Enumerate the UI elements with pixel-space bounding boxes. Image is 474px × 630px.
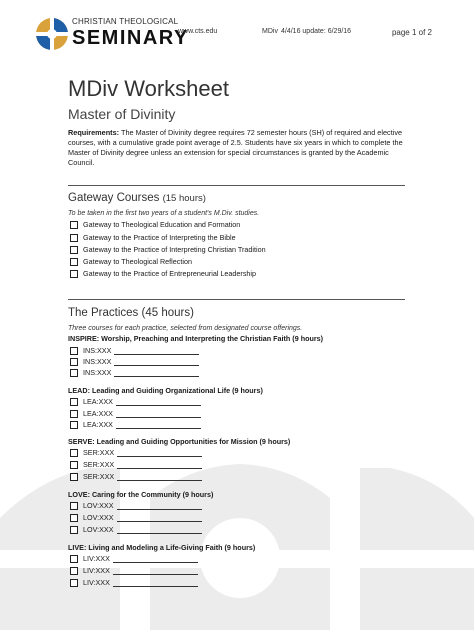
gateway-title: Gateway Courses [68, 192, 160, 204]
course-code: LEA:XXX [83, 420, 113, 429]
course-checkbox-item[interactable] [70, 244, 266, 255]
course-code: LEA:XXX [83, 409, 113, 418]
course-code: INS:XXX [83, 346, 112, 355]
checkbox[interactable] [70, 526, 78, 534]
brand-large-text: SEMINARY [72, 27, 189, 49]
doc-code: MDiv [262, 28, 278, 35]
practice-course-item[interactable] [70, 524, 202, 535]
course-label: Gateway to the Practice of Interpreting Christian Tradition [83, 245, 266, 254]
course-checkbox-item[interactable] [70, 219, 240, 230]
course-code: LIV:XXX [83, 554, 110, 563]
checkbox[interactable] [70, 258, 78, 266]
checkbox[interactable] [70, 221, 78, 229]
website-url[interactable]: www.cts.edu [178, 28, 218, 35]
checkbox[interactable] [70, 347, 78, 355]
checkbox[interactable] [70, 234, 78, 242]
course-code: LEA:XXX [83, 397, 113, 406]
course-entry-line[interactable] [117, 526, 202, 534]
course-code: LOV:XXX [83, 525, 114, 534]
practice-course-item[interactable] [70, 345, 199, 356]
doc-dates: 4/4/16 update: 6/29/16 [281, 28, 352, 35]
practice-course-item[interactable] [70, 447, 202, 458]
checkbox[interactable] [70, 421, 78, 429]
requirements-text: The Master of Divinity degree requires 72 semester hours (SH) of required and elective courses, with a cumulative grade point average of 2.5. Students have six years in which to complete the Master of Divinity degree unless an extension for special circumstances is granted by the Academic Council. [68, 128, 403, 167]
checkbox[interactable] [70, 358, 78, 366]
course-entry-line[interactable] [117, 473, 202, 481]
gateway-note: To be taken in the first two years of a student's M.Div. studies. [68, 210, 260, 217]
course-entry-line[interactable] [116, 410, 201, 418]
course-entry-line[interactable] [117, 514, 202, 522]
section-divider [68, 299, 405, 300]
course-entry-line[interactable] [117, 461, 202, 469]
checkbox[interactable] [70, 567, 78, 575]
practice-course-item[interactable] [70, 459, 202, 470]
practice-course-item[interactable] [70, 356, 199, 367]
gateway-section-title [68, 192, 206, 204]
checkbox[interactable] [70, 473, 78, 481]
practice-course-item[interactable] [70, 565, 198, 576]
course-code: LIV:XXX [83, 566, 110, 575]
checkbox[interactable] [70, 410, 78, 418]
page-number: page 1 of 2 [391, 28, 432, 37]
practice-course-item[interactable] [70, 367, 199, 378]
practice-course-item[interactable] [70, 396, 201, 407]
checkbox[interactable] [70, 449, 78, 457]
practice-group-heading: LOVE: Caring for the Community (9 hours) [68, 490, 214, 499]
gateway-hours: (15 hours) [162, 193, 206, 204]
course-checkbox-item[interactable] [70, 256, 192, 267]
practice-course-item[interactable] [70, 408, 201, 419]
course-entry-line[interactable] [117, 502, 202, 510]
practices-section-title: The Practices (45 hours) [68, 307, 194, 319]
course-entry-line[interactable] [116, 421, 201, 429]
checkbox[interactable] [70, 398, 78, 406]
course-label: Gateway to the Practice of Interpreting the Bible [83, 233, 236, 242]
course-entry-line[interactable] [114, 358, 199, 366]
course-label: Gateway to Theological Education and Formation [83, 220, 241, 229]
checkbox[interactable] [70, 246, 78, 254]
practice-group-heading: INSPIRE: Worship, Preaching and Interpreting the Christian Faith (9 hours) [68, 334, 324, 343]
course-code: LOV:XXX [83, 513, 114, 522]
checkbox[interactable] [70, 369, 78, 377]
course-code: INS:XXX [83, 357, 112, 366]
course-checkbox-item[interactable] [70, 268, 256, 279]
practice-course-item[interactable] [70, 512, 202, 523]
practice-group-heading: SERVE: Leading and Guiding Opportunities for Mission (9 hours) [68, 437, 291, 446]
checkbox[interactable] [70, 270, 78, 278]
course-code: SER:XXX [83, 460, 115, 469]
page-subtitle: Master of Divinity [68, 106, 176, 122]
course-entry-line[interactable] [114, 369, 199, 377]
course-code: INS:XXX [83, 368, 112, 377]
page-title: MDiv Worksheet [68, 76, 229, 101]
course-entry-line[interactable] [116, 398, 201, 406]
course-label: Gateway to the Practice of Entrepreneurial Leadership [83, 269, 256, 278]
seminary-logo [35, 17, 69, 51]
checkbox[interactable] [70, 502, 78, 510]
course-code: LIV:XXX [83, 578, 110, 587]
course-code: SER:XXX [83, 448, 115, 457]
course-code: SER:XXX [83, 472, 115, 481]
requirements-label: Requirements: [68, 128, 120, 137]
brand-small-text: CHRISTIAN THEOLOGICAL [72, 17, 179, 26]
checkbox[interactable] [70, 461, 78, 469]
practice-course-item[interactable] [70, 500, 202, 511]
course-entry-line[interactable] [113, 555, 198, 563]
practice-group-heading: LIVE: Living and Modeling a Life-Giving Faith (9 hours) [68, 543, 256, 552]
course-entry-line[interactable] [113, 579, 198, 587]
course-entry-line[interactable] [114, 347, 199, 355]
course-checkbox-item[interactable] [70, 232, 236, 243]
practice-group-heading: LEAD: Leading and Guiding Organizational Life (9 hours) [68, 386, 263, 395]
course-entry-line[interactable] [113, 567, 198, 575]
practices-note: Three courses for each practice, selected from designated course offerings. [68, 325, 303, 332]
section-divider [68, 185, 405, 186]
practice-course-item[interactable] [70, 577, 198, 588]
checkbox[interactable] [70, 514, 78, 522]
course-label: Gateway to Theological Reflection [83, 257, 192, 266]
checkbox[interactable] [70, 555, 78, 563]
requirements-paragraph [68, 128, 413, 168]
practice-course-item[interactable] [70, 419, 201, 430]
practice-course-item[interactable] [70, 553, 198, 564]
course-entry-line[interactable] [117, 449, 202, 457]
course-code: LOV:XXX [83, 501, 114, 510]
checkbox[interactable] [70, 579, 78, 587]
practice-course-item[interactable] [70, 471, 202, 482]
